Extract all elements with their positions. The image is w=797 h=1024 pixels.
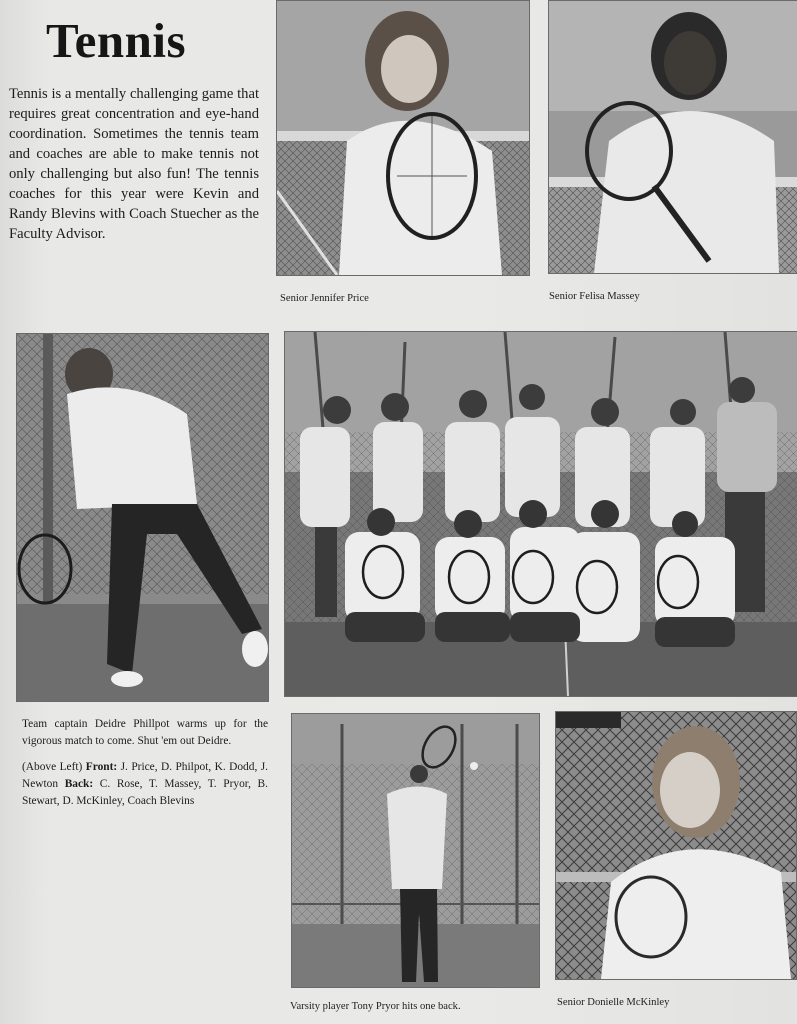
photo-jennifer-price (276, 0, 530, 276)
caption-deidre-phillpot: Team captain Deidre Phillpot warms up for the vigorous match to come. Shut 'em out Deidre. (22, 718, 268, 747)
caption-donielle-mckinley: Senior Donielle McKinley (557, 997, 670, 1008)
roster-front-names: J. Price, D. Philpot, K. Dodd, J. Newton (22, 761, 268, 790)
roster-back-label: Back: (64, 778, 94, 790)
photo-felisa-massey (548, 0, 797, 274)
photo-deidre-phillpot (16, 333, 269, 702)
caption-felisa-massey: Senior Felisa Massey (549, 291, 640, 302)
photo-donielle-mckinley (555, 711, 797, 980)
roster-back-names: C. Rose, T. Massey, T. Pryor, B. Stewart, D. McKinley, Coach Blevins (22, 778, 268, 807)
page-title: Tennis (46, 13, 187, 68)
roster-prefix: (Above Left) (22, 761, 83, 773)
caption-team-roster (22, 759, 268, 810)
caption-tony-pryor: Varsity player Tony Pryor hits one back. (290, 1001, 461, 1012)
caption-jennifer-price: Senior Jennifer Price (280, 293, 369, 304)
photo-tennis-team (284, 331, 797, 697)
intro-paragraph: Tennis is a mentally challenging game that requires great concentration and eye-hand coordination. Sometimes the tennis team and coaches are able to make tennis not only challenging but also fun! The tennis coaches for this year were Kevin and Randy Blevins with Coach Stuecher as the Faculty Advisor. (9, 86, 259, 242)
roster-front-label: Front: (85, 761, 118, 773)
photo-tony-pryor (291, 713, 540, 988)
